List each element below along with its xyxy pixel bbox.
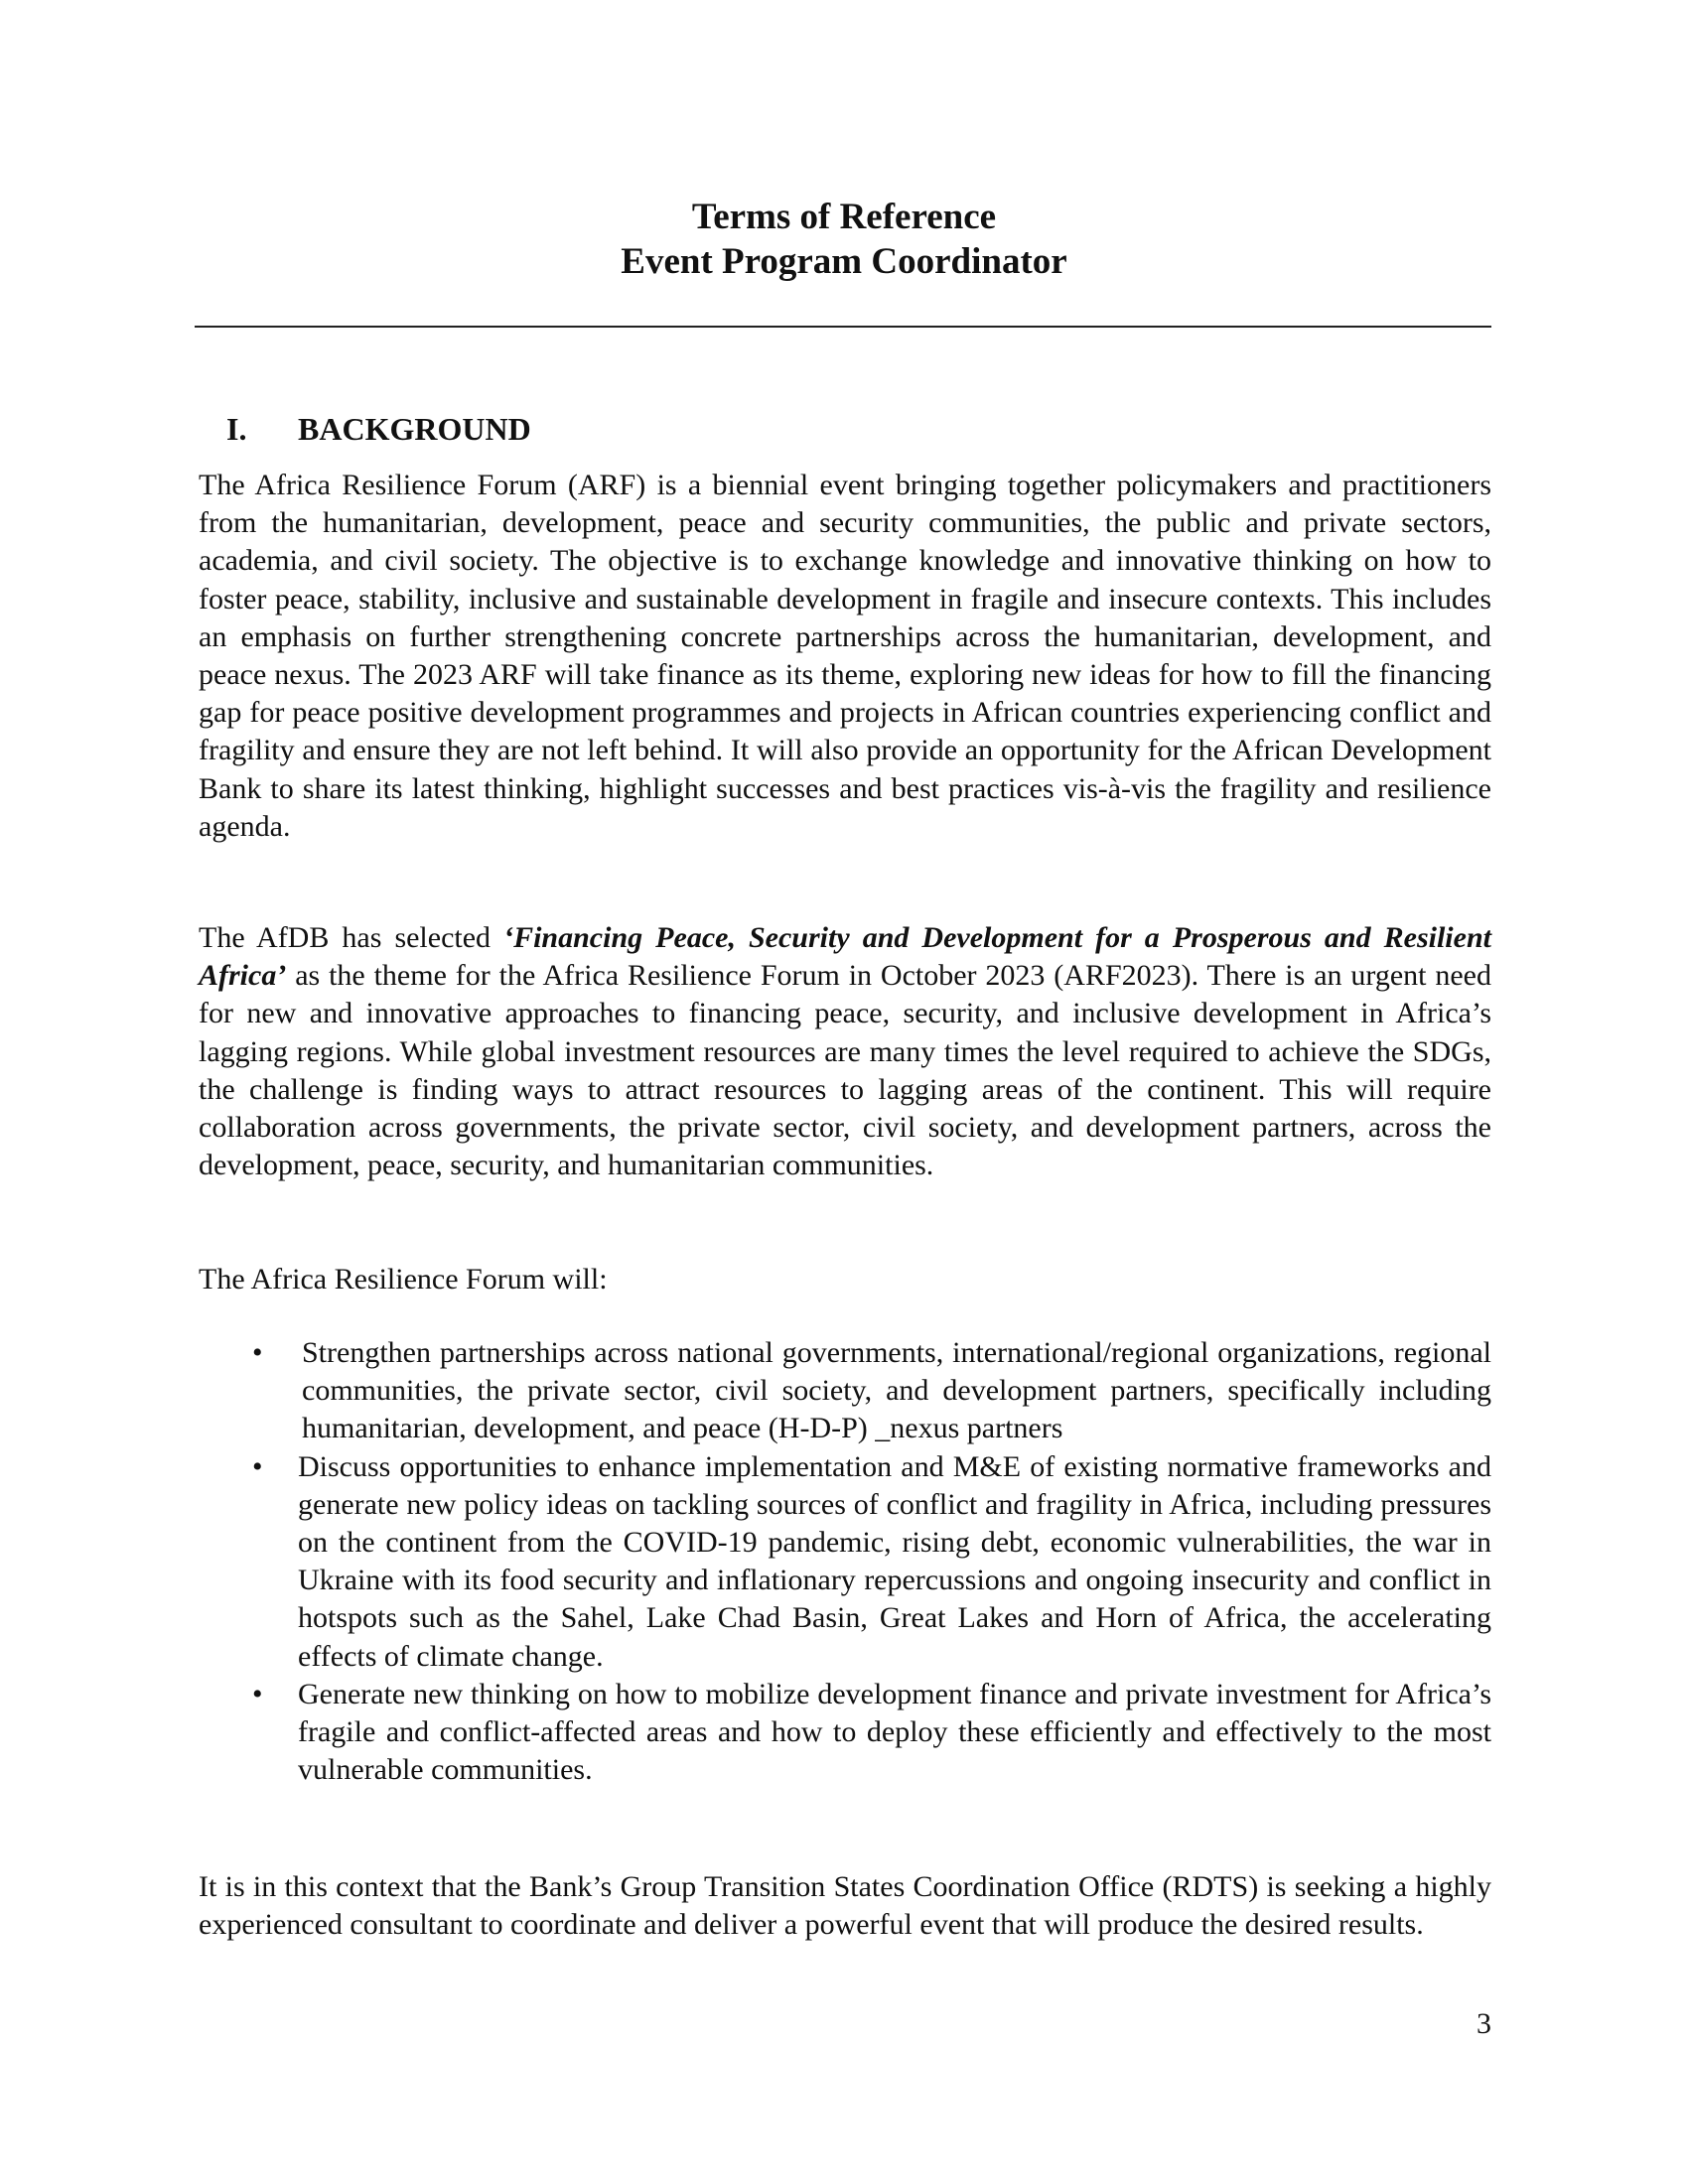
list-item [199, 1334, 1491, 1448]
paragraph-2-lead: The AfDB has selected [199, 921, 504, 954]
paragraph-2-rest: as the theme for the Africa Resilience Forum in October 2023 (ARF2023). There is an urgent need for new and innovative approaches to financing peace, security, and inclusive development in Africa’s lagging regions. While global investment resources are many times the level required to achieve the SDGs, the challenge is finding ways to attract resources to lagging areas of the continent. This will require collaboration across governments, the private sector, civil society, and development partners, across the development, peace, security, and humanitarian communities. [199, 959, 1491, 1182]
list-item [199, 1448, 1491, 1676]
title-line-2: Event Program Coordinator [621, 241, 1067, 282]
section-title: BACKGROUND [298, 411, 531, 447]
forum-theme: ‘Financing Peace, Security and Development for a Prosperous and Resilient Africa’ [199, 921, 1491, 993]
title-line-1: Terms of Reference [691, 197, 997, 237]
list-item-text: Strengthen partnerships across national governments, international/regional organizations, regional communities, the private sector, civil society, and development partners, specifically including humanitarian, development, and peace (H-D-P) _nexus partners [302, 1336, 1491, 1445]
section-heading [226, 409, 531, 449]
page-number: 3 [1477, 2007, 1491, 2040]
background-paragraph-2 [199, 919, 1491, 1184]
bullet-icon: • [252, 1677, 263, 1710]
section-number: I. [226, 411, 247, 447]
title-divider [195, 326, 1491, 328]
list-item-text: Generate new thinking on how to mobilize development finance and private investment for Africa’s fragile and conflict-affected areas and how to deploy these efficiently and effectively to the most vulnerable communities. [298, 1677, 1491, 1787]
list-item [199, 1676, 1491, 1790]
background-paragraph-1: The Africa Resilience Forum (ARF) is a biennial event bringing together policymakers and practitioners from the humanitarian, development, peace and security communities, the public and private sectors, academia, and civil society. The objective is to exchange knowledge and innovative thinking on how to foster peace, stability, inclusive and sustainable development in fragile and insecure contexts. This includes an emphasis on further strengthening concrete partnerships across the humanitarian, development, and peace nexus. The 2023 ARF will take finance as its theme, exploring new ideas for how to fill the financing gap for peace positive development programmes and projects in African countries experiencing conflict and fragility and ensure they are not left behind. It will also provide an opportunity for the African Development Bank to share its latest thinking, highlight successes and best practices vis-à-vis the fragility and resilience agenda. [199, 469, 1491, 843]
context-paragraph: It is in this context that the Bank’s Group Transition States Coordination Office (RDTS) is seeking a highly experienced consultant to coordinate and deliver a powerful event that will produce the desired results. [199, 1870, 1491, 1942]
bullet-icon: • [252, 1449, 263, 1483]
document-title [0, 195, 1688, 284]
forum-objectives-list [199, 1334, 1491, 1789]
list-item-text: Discuss opportunities to enhance implementation and M&E of existing normative frameworks and generate new policy ideas on tackling sources of conflict and fragility in Africa, including pressures on the continent from the COVID-19 pandemic, rising debt, economic vulnerabilities, the war in Ukraine with its food security and inflationary repercussions and ongoing insecurity and conflict in hotspots such as the Sahel, Lake Chad Basin, Great Lakes and Horn of Africa, the accelerating effects of climate change. [298, 1449, 1491, 1673]
bullet-icon: • [252, 1336, 263, 1369]
forum-intro-paragraph: The Africa Resilience Forum will: [199, 1263, 608, 1296]
